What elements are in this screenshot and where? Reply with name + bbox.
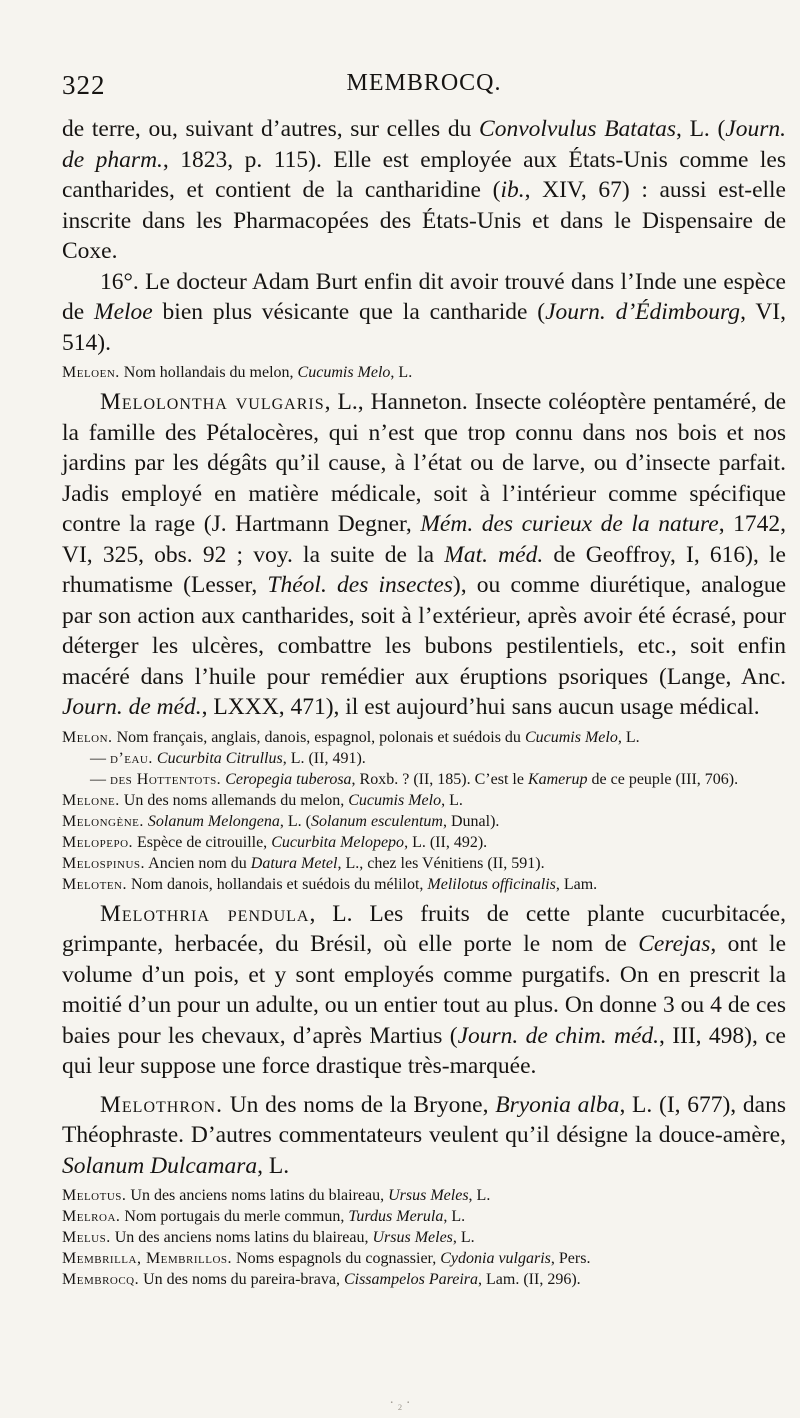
entry-term: Melotus.	[62, 1187, 127, 1204]
entry-term: Meloen.	[62, 364, 120, 381]
page-number: 322	[62, 70, 106, 100]
entry-term: Membrilla, Membrillos.	[62, 1250, 233, 1267]
entry-term: Membrocq.	[62, 1271, 140, 1288]
entry-term: Meloten.	[62, 875, 127, 893]
page-header	[62, 70, 786, 114]
entry-melospinus: Melospinus. Ancien nom du Datura Metel, L., chez les Vénitiens (II, 591).	[62, 854, 545, 872]
entry-membrocq: Membrocq. Un des noms du pareira-brava, Cissampelos Pareira, Lam. (II, 296).	[62, 1271, 581, 1288]
entry-term: Melroa.	[62, 1208, 121, 1225]
entry-melone: Melone. Un des noms allemands du melon, Cucumis Melo, L.	[62, 791, 463, 809]
entry-melongene: Melongène. Solanum Melongena, L. (Solanum esculentum, Dunal).	[62, 812, 500, 830]
entry-melon-des-hottentots: — des Hottentots. Ceropegia tuberosa, Roxb. ? (II, 185). C’est le Kamerup de ce peuple (III, 706).	[90, 770, 739, 788]
entry-term: Melothria pendula	[100, 900, 310, 927]
entry-term: Melone.	[62, 791, 120, 809]
entry-membrilla: Membrilla, Membrillos. Noms espagnols du cognassier, Cydonia vulgaris, Pers.	[62, 1250, 591, 1267]
entry-meloten: Meloten. Nom danois, hollandais et suédois du mélilot, Melilotus officinalis, Lam.	[62, 875, 598, 893]
paragraph-batatas-continuation: de terre, ou, suivant d’autres, sur celles du Convolvulus Batatas, L. (Journ. de pharm., 1823, p. 115). Elle est employée aux États-Unis comme les cantharides, et contient de la cantharidine (ib., XIV, 67) : aussi est-elle inscrite dans les Pharmacopées des États-Unis et dans le Dispensaire de Coxe.	[62, 116, 787, 264]
entry-term: Melothron.	[100, 1091, 223, 1118]
entry-melon-d-eau: — d’eau. Cucurbita Citrullus, L. (II, 491).	[90, 749, 366, 767]
entry-melopepo: Melopepo. Espèce de citrouille, Cucurbita Melopepo, L. (II, 492).	[62, 833, 488, 851]
entry-melus: Melus. Un des anciens noms latins du blaireau, Ursus Meles, L.	[62, 1229, 475, 1246]
entry-melolontha-vulgaris: Melolontha vulgaris, L., Hanneton. Insecte coléoptère pentaméré, de la famille des Pétalocères, qui n’est que trop connu dans nos bois et nos jardins par les dégâts qu’il cause, à l’état ou de larve, ou d’insecte parfait. Jadis employé en matière médicale, soit à l’intérieur comme spécifique contre la rage (J. Hartmann Degner, Mém. des curieux de la nature, 1742, VI, 325, obs. 92 ; voy. la suite de la Mat. méd. de Geoffroy, I, 616), le rhumatisme (Lesser, Théol. des insectes), ou comme diurétique, analogue par son action aux cantharides, soit à l’extérieur, après avoir été écrasé, pour déterger les ulcères, combattre les bubons pestilentiels, etc., soit enfin macéré dans l’huile pour remédier aux éruptions psoriques (Lange, Anc. Journ. de méd., LXXX, 471), il est aujourd’hui sans aucun usage médical.	[62, 389, 787, 720]
paragraph-adam-burt: 16°. Le docteur Adam Burt enfin dit avoir trouvé dans l’Inde une espèce de Meloe bien plus vésicante que la cantharide (Journ. d’Édimbourg, VI, 514).	[62, 268, 787, 356]
entry-term: Melus.	[62, 1229, 111, 1246]
entry-term: Melon.	[62, 728, 113, 746]
entry-melothria-pendula: Melothria pendula, L. Les fruits de cette plante cucurbitacée, grimpante, herbacée, du Brésil, où elle porte le nom de Cerejas, ont le volume d’un pois, et y sont employés comme purgatifs. On en prescrit la moitié d’un pour un adulte, ou un entier tout au plus. On donne 3 ou 4 de ces baies pour les chevaux, d’après Martius (Journ. de chim. méd., III, 498), ce qui leur suppose une force drastique très-marquée.	[62, 900, 786, 1079]
entry-melotus: Melotus. Un des anciens noms latins du blaireau, Ursus Meles, L.	[62, 1187, 491, 1204]
running-head: MEMBROCQ.	[346, 70, 502, 96]
footer-mark: · ₂ ·	[389, 1396, 411, 1411]
entry-meloen: Meloen. Nom hollandais du melon, Cucumis Melo, L.	[62, 364, 413, 381]
entry-term: Melopepo.	[62, 833, 134, 851]
entry-term: Melolontha vulgaris	[100, 389, 325, 415]
entry-term: Melongène.	[62, 812, 144, 830]
entry-term: Melospinus.	[62, 854, 146, 872]
entry-melothron: Melothron. Un des noms de la Bryone, Bryonia alba, L. (I, 677), dans Théophraste. D’autres commentateurs veulent qu’il désigne la douce-amère, Solanum Dulcamara, L.	[62, 1091, 786, 1179]
entry-melroa: Melroa. Nom portugais du merle commun, Turdus Merula, L.	[62, 1208, 466, 1225]
entry-term: des Hottentots.	[110, 770, 222, 788]
entry-term: d’eau.	[110, 749, 153, 767]
entry-melon: Melon. Nom français, anglais, danois, espagnol, polonais et suédois du Cucumis Melo, L.	[62, 728, 640, 746]
